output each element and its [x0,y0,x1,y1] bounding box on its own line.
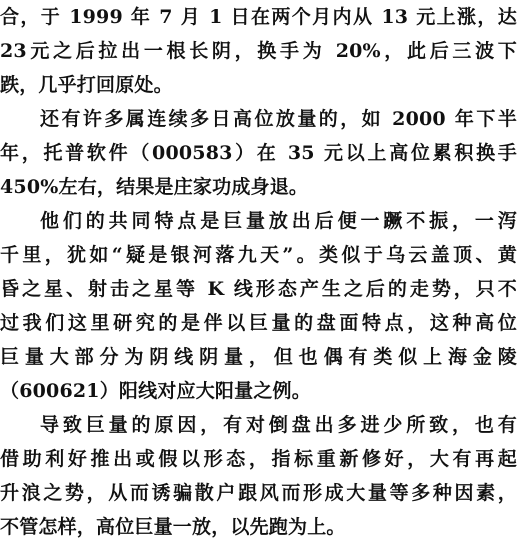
text-line: 跌，几乎打回原处。 [0,74,173,96]
text-line: 合，于 1999 年 7 月 1 日在两个月内从 13 元上涨，达 [0,6,517,28]
paragraph-start-line: 他们的共同特点是巨量放出后便一蹶不振，一泻 [40,210,517,232]
text-line: 年，托普软件（000583）在 35 元以上高位累积换手 [0,142,517,164]
text-line: 450%左右，结果是庄家功成身退。 [0,176,309,198]
text-line: 巨量大部分为阴线阴量，但也偶有类似上海金陵 [0,346,517,368]
text-line: 千里，犹如“疑是银河落九天”。类似于乌云盖顶、黄 [0,244,517,266]
text-line: （600621）阳线对应大阳量之例。 [0,380,311,402]
text-line: 23元之后拉出一根长阴，换手为 20%，此后三波下 [0,40,517,62]
text-line: 过我们这里研究的是伴以巨量的盘面特点，这种高位 [0,312,517,334]
text-line: 借助利好推出或假以形态，指标重新修好，大有再起 [0,448,517,470]
text-line: 不管怎样，高位巨量一放，以先跑为上。 [0,516,346,538]
text-line: 升浪之势，从而诱骗散户跟风而形成大量等多种因素， [0,482,517,504]
text-line: 昏之星、射击之星等 K 线形态产生之后的走势，只不 [0,278,517,300]
paragraph-start-line: 导致巨量的原因，有对倒盘出多进少所致，也有 [40,414,517,436]
paragraph-start-line: 还有许多属连续多日高位放量的，如 2000 年下半 [40,108,517,130]
